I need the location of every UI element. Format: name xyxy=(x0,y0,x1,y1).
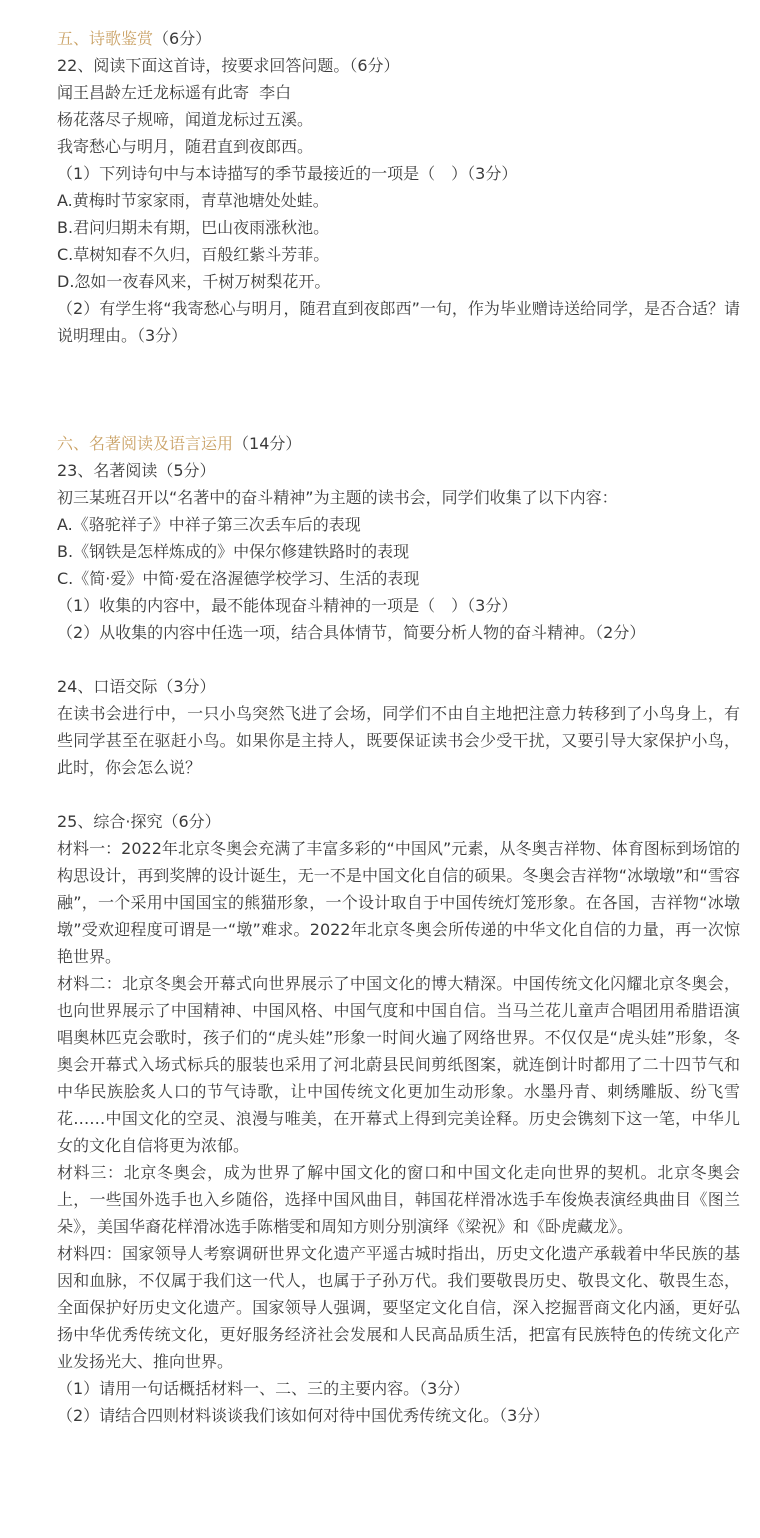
q25-sub2: （2）请结合四则材料谈谈我们该如何对待中国优秀传统文化。（3分） xyxy=(57,1406,550,1425)
section5-title: 五、诗歌鉴赏 xyxy=(57,29,154,48)
exam-page xyxy=(57,25,740,1429)
q23-intro: 初三某班召开以“名著中的奋斗精神”为主题的读书会，同学们收集了以下内容： xyxy=(57,488,618,507)
q23-item-c: C.《简·爱》中简·爱在洛渥德学校学习、生活的表现 xyxy=(57,569,420,588)
q22-option-d: D.忽如一夜春风来，千树万树梨花开。 xyxy=(57,272,331,291)
q22-stem: 22、阅读下面这首诗，按要求回答问题。（6分） xyxy=(57,56,400,75)
section5-heading xyxy=(57,25,740,52)
q22-sub1: （1）下列诗句中与本诗描写的季节最接近的一项是（ ）（3分） xyxy=(57,164,518,183)
q23-stem: 23、名著阅读（5分） xyxy=(57,461,216,480)
q23-sub2: （2）从收集的内容中任选一项，结合具体情节，简要分析人物的奋斗精神。（2分） xyxy=(57,623,646,642)
q22-option-c: C.草树知春不久归，百般红紫斗芳菲。 xyxy=(57,245,330,264)
section6-heading xyxy=(57,430,740,457)
q24-stem: 24、口语交际（3分） xyxy=(57,677,216,696)
q22-option-a: A.黄梅时节家家雨，青草池塘处处蛙。 xyxy=(57,191,329,210)
section-spacer xyxy=(57,349,740,430)
q22-option-b: B.君问归期未有期，巴山夜雨涨秋池。 xyxy=(57,218,330,237)
q25-stem: 25、综合·探究（6分） xyxy=(57,812,221,831)
q22-sub2: （2）有学生将“我寄愁心与明月，随君直到夜郎西”一句，作为毕业赠诗送给同学，是否合适？请说明理由。（3分） xyxy=(57,299,740,345)
question-spacer xyxy=(57,781,740,808)
q25-material-2: 材料二：北京冬奥会开幕式向世界展示了中国文化的博大精深。中国传统文化闪耀北京冬奥会，也向世界展示了中国精神、中国风格、中国气度和中国自信。当马兰花儿童声合唱团用希腊语演唱奥林匹克会歌时，孩子们的“虎头娃”形象一时间火遍了网络世界。不仅仅是“虎头娃”形象，冬奥会开幕式入场式标兵的服装也采用了河北蔚县民间剪纸图案，就连倒计时都用了二十四节气和中华民族脍炙人口的节气诗歌，让中国传统文化更加生动形象。水墨丹青、刺绣雕版、纷飞雪花……中国文化的空灵、浪漫与唯美，在开幕式上得到完美诠释。历史会镌刻下这一笔，中华儿女的文化自信将更为浓郁。 xyxy=(57,974,740,1155)
poem-line-1: 杨花落尽子规啼，闻道龙标过五溪。 xyxy=(57,110,314,129)
section5-score: （6分） xyxy=(153,29,212,48)
q23-item-b: B.《钢铁是怎样炼成的》中保尔修建铁路时的表现 xyxy=(57,542,410,561)
poem-line-2: 我寄愁心与明月，随君直到夜郎西。 xyxy=(57,137,314,156)
q23-sub1: （1）收集的内容中，最不能体现奋斗精神的一项是（ ）（3分） xyxy=(57,596,518,615)
q25-material-1: 材料一：2022年北京冬奥会充满了丰富多彩的“中国风”元素，从冬奥吉祥物、体育图标到场馆的构思设计，再到奖牌的设计诞生，无一不是中国文化自信的硕果。冬奥会吉祥物“冰墩墩”和“雪容融”，一个采用中国国宝的熊猫形象，一个设计取自于中国传统灯笼形象。在各国，吉祥物“冰墩墩”受欢迎程度可谓是一“墩”难求。2022年北京冬奥会所传递的中华文化自信的力量，再一次惊艳世界。 xyxy=(57,839,740,966)
q25-material-4: 材料四：国家领导人考察调研世界文化遗产平遥古城时指出，历史文化遗产承载着中华民族的基因和血脉，不仅属于我们这一代人，也属于子孙万代。我们要敬畏历史、敬畏文化、敬畏生态，全面保护好历史文化遗产。国家领导人强调，要坚定文化自信，深入挖掘晋商文化内涵，更好弘扬中华优秀传统文化，更好服务经济社会发展和人民高品质生活，把富有民族特色的传统文化产业发扬光大、推向世界。 xyxy=(57,1244,740,1371)
section6-title: 六、名著阅读及语言运用 xyxy=(57,434,234,453)
q23-item-a: A.《骆驼祥子》中祥子第三次丢车后的表现 xyxy=(57,515,361,534)
poem-title: 闻王昌龄左迁龙标遥有此寄 李白 xyxy=(57,83,292,102)
section6-score: （14分） xyxy=(233,434,302,453)
q25-material-3: 材料三：北京冬奥会，成为世界了解中国文化的窗口和中国文化走向世界的契机。北京冬奥会上，一些国外选手也入乡随俗，选择中国风曲目，韩国花样滑冰选手车俊焕表演经典曲目《图兰朵》，美国华裔花样滑冰选手陈楷雯和周知方则分别演绎《梁祝》和《卧虎藏龙》。 xyxy=(57,1163,740,1236)
question-spacer xyxy=(57,646,740,673)
q24-body: 在读书会进行中，一只小鸟突然飞进了会场，同学们不由自主地把注意力转移到了小鸟身上，有些同学甚至在驱赶小鸟。如果你是主持人，既要保证读书会少受干扰，又要引导大家保护小鸟，此时，你会怎么说？ xyxy=(57,704,740,777)
q25-sub1: （1）请用一句话概括材料一、二、三的主要内容。（3分） xyxy=(57,1379,470,1398)
